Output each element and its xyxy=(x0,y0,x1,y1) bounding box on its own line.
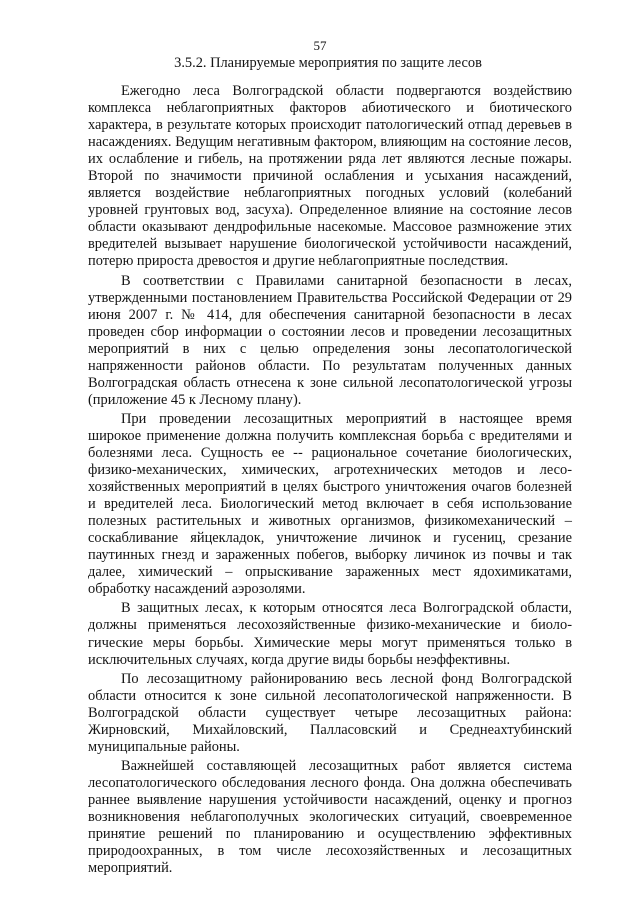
paragraph-protective-forests: В защитных лесах, к которым относятся леса Волгоградской области, должны применяться лесохозяйственные физико-механические и биологические меры борьбы. Химические меры могут применяться только в исключительных случаях, когда другие виды борьбы неэффективны. xyxy=(88,600,572,668)
paragraph-sanitary-rules: В соответствии с Правилами санитарной безопасности в лесах, утвержденными постановлением Правительства Российской Федерации от 29 июня 2007 г. № 414, для обеспечения санитарной безопасности в лесах проведен сбор информации о состоянии лесов и проведении лесозащитных мероприятий в них с целью определения зоны лесопатологической напряженности районов области. По результатам полученных данных Волгоградская область отнесена к зоне сильной лесопатологической угрозы (приложение 45 к Лесному плану). xyxy=(88,272,572,408)
page-number: 57 xyxy=(313,38,327,53)
paragraph-zoning: По лесозащитному районированию весь лесной фонд Волгоградской области относится к зоне сильной лесопатологической напряженности. В Волгоградской области существует четыре лесозащитных района: Жирновский, Михайловский, Палласовский и Среднеахтубинский муниципальные районы. xyxy=(88,670,572,755)
section-heading: 3.5.2. Планируемые мероприятия по защите лесов xyxy=(174,55,482,71)
body-text xyxy=(88,83,572,877)
paragraph-integrated-control: При проведении лесозащитных мероприятий в настоящее время широкое применение должна получить комплексная борьба с вредителями и болезнями леса. Сущность ее -- рациональное сочетание биологических, физико-механических, химических, агротехнических методов и лесохозяйственных мероприятий в целях быстрого уничтожения очагов болезней и вредителей леса. Биологический метод включает в себя использование полезных растительных и животных организмов, физикомеханический – соскабливание яйцекладок, уничтожение личинок и гусениц, срезание паутинных гнезд и зараженных побегов, выборку личинок из почвы и так далее, химический – опрыскивание зараженных мест ядохимикатами, обработку насаждений аэрозолями. xyxy=(88,410,572,598)
paragraph-monitoring: Важнейшей составляющей лесозащитных работ является система лесопатологического обследования лесного фонда. Она должна обеспечивать раннее выявление нарушения устойчивости насаждений, оценку и прогноз возникновения неблагополучных экологических ситуаций, своевременное принятие решений по планированию и осуществлению эффективных природоохранных, в том числе лесохозяйственных и лесозащитных мероприятий. xyxy=(88,757,572,877)
paragraph-forest-threats: Ежегодно леса Волгоградской области подвергаются воздействию комплекса неблагоприятных факторов абиотического и биотического характера, в результате которых происходит патологический отпад деревьев в насаждениях. Ведущим негативным фактором, влияющим на состояние лесов, их ослабление и гибель, на протяжении ряда лет являются лесные пожары. Второй по значимости причиной ослабления и усыхания насаждений, является воздействие неблагоприятных погодных условий (колебаний уровней грунтовых вод, засуха). Определенное влияние на состояние лесов области оказывают дендрофильные насекомые. Массовое размножение этих вредителей вызывает нарушение биологической устойчивости насаждений, потерю прироста древостоя и другие неблагоприятные последствия. xyxy=(88,83,572,270)
